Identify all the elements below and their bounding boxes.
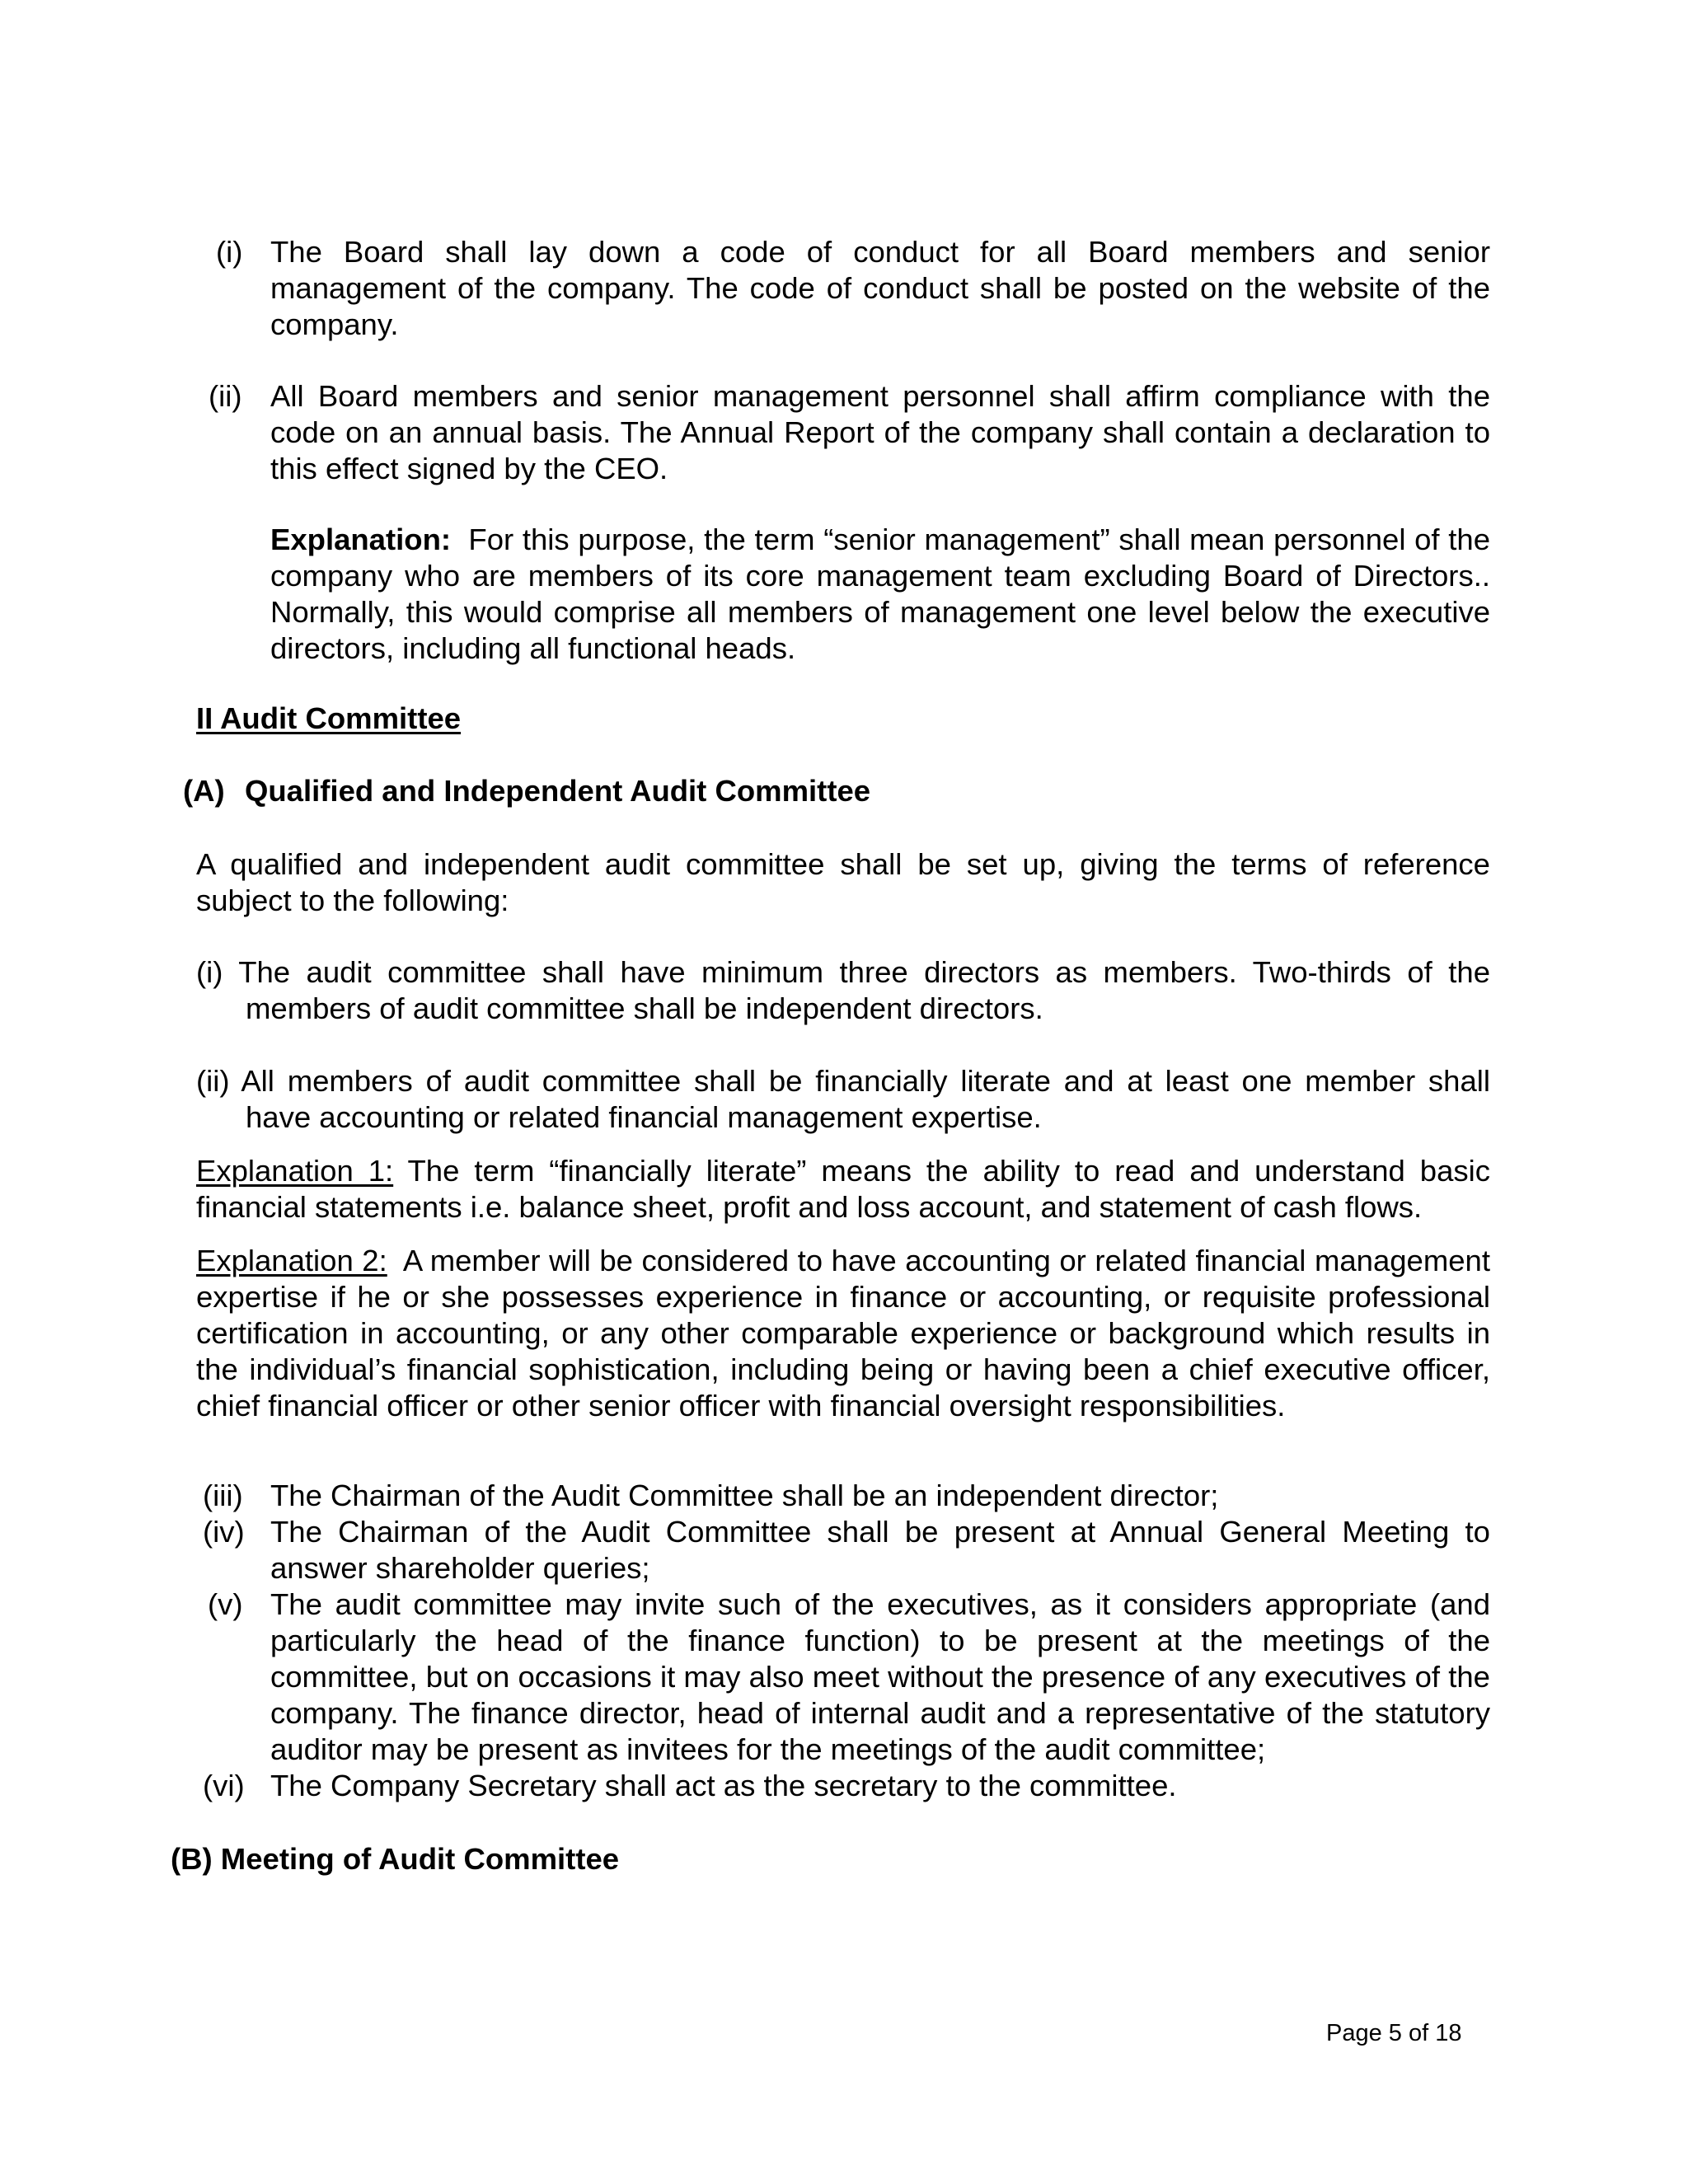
explanation-text: For this purpose, the term “senior management” shall mean personnel of the company who are members of its core management team excluding Board of Directors.. Normally, this would comprise all members of management one level below the executive directors, including all functional heads. — [270, 523, 1490, 665]
section-heading: II Audit Committee — [196, 701, 462, 735]
explanation-2-text: A member will be considered to have accounting or related financial management expertise if he or she possesses experience in finance or accounting, or requisite professional certification in accounting, or any other comparable experience or background which results in the individual’s financial sophistication, including being or having been a chief executive officer, chief financial officer or other senior officer with financial oversight responsibilities. — [196, 1244, 1490, 1422]
list-number: (i) — [216, 235, 243, 269]
subsection-title: (B) Meeting of Audit Committee — [171, 1842, 620, 1876]
list-number: (vi) — [203, 1769, 245, 1802]
explanation-1-text: The term “financially literate” means the ability to read and understand basic financial statements i.e. balance sheet, profit and loss account, and statement of cash flows. — [196, 1154, 1491, 1224]
subsection-title: Qualified and Independent Audit Committee — [245, 774, 871, 808]
explanation-2-label: Explanation 2: — [196, 1244, 387, 1277]
explanation-1-label: Explanation 1: — [196, 1154, 394, 1188]
list-item-text: (ii) All members of audit committee shall be financially literate and at least one member shall have accounting or related financial management expertise. — [196, 1064, 1490, 1134]
explanation-1-paragraph — [196, 1153, 1490, 1226]
list-item-text: The Company Secretary shall act as the secretary to the committee. — [270, 1769, 1177, 1802]
subsection-letter: (A) — [183, 774, 225, 808]
list-number: (iv) — [203, 1515, 245, 1549]
list-item-text: All Board members and senior management personnel shall affirm compliance with the code on an annual basis. The Annual Report of the company shall contain a declaration to this effect signed by the CEO. — [270, 379, 1490, 485]
explanation-2-paragraph — [196, 1243, 1490, 1424]
list-item-text: The audit committee may invite such of the executives, as it considers appropriate (and particularly the head of the finance function) to be present at the meetings of the committee, but on occasions it may also meet without the presence of any executives of the company. The finance director, head of internal audit and a representative of the statutory auditor may be present as invitees for the meetings of the audit committee; — [270, 1587, 1490, 1766]
page-number: Page 5 of 18 — [1326, 2020, 1462, 2046]
list-item-text: The Chairman of the Audit Committee shall be present at Annual General Meeting to answer shareholder queries; — [270, 1515, 1490, 1585]
list-item-text: The Chairman of the Audit Committee shall be an independent director; — [270, 1479, 1219, 1512]
list-number: (v) — [208, 1587, 243, 1621]
list-item-text: (i) The audit committee shall have minimum three directors as members. Two-thirds of the members of audit committee shall be independent directors. — [196, 955, 1490, 1025]
list-number: (iii) — [203, 1479, 243, 1512]
list-item-text: The Board shall lay down a code of conduct for all Board members and senior management of the company. The code of conduct shall be posted on the website of the company. — [270, 235, 1490, 341]
intro-paragraph: A qualified and independent audit committee shall be set up, giving the terms of reference subject to the following: — [196, 847, 1490, 917]
explanation-label: Explanation: — [270, 523, 452, 556]
list-number: (ii) — [209, 379, 242, 413]
explanation-paragraph — [270, 522, 1490, 667]
